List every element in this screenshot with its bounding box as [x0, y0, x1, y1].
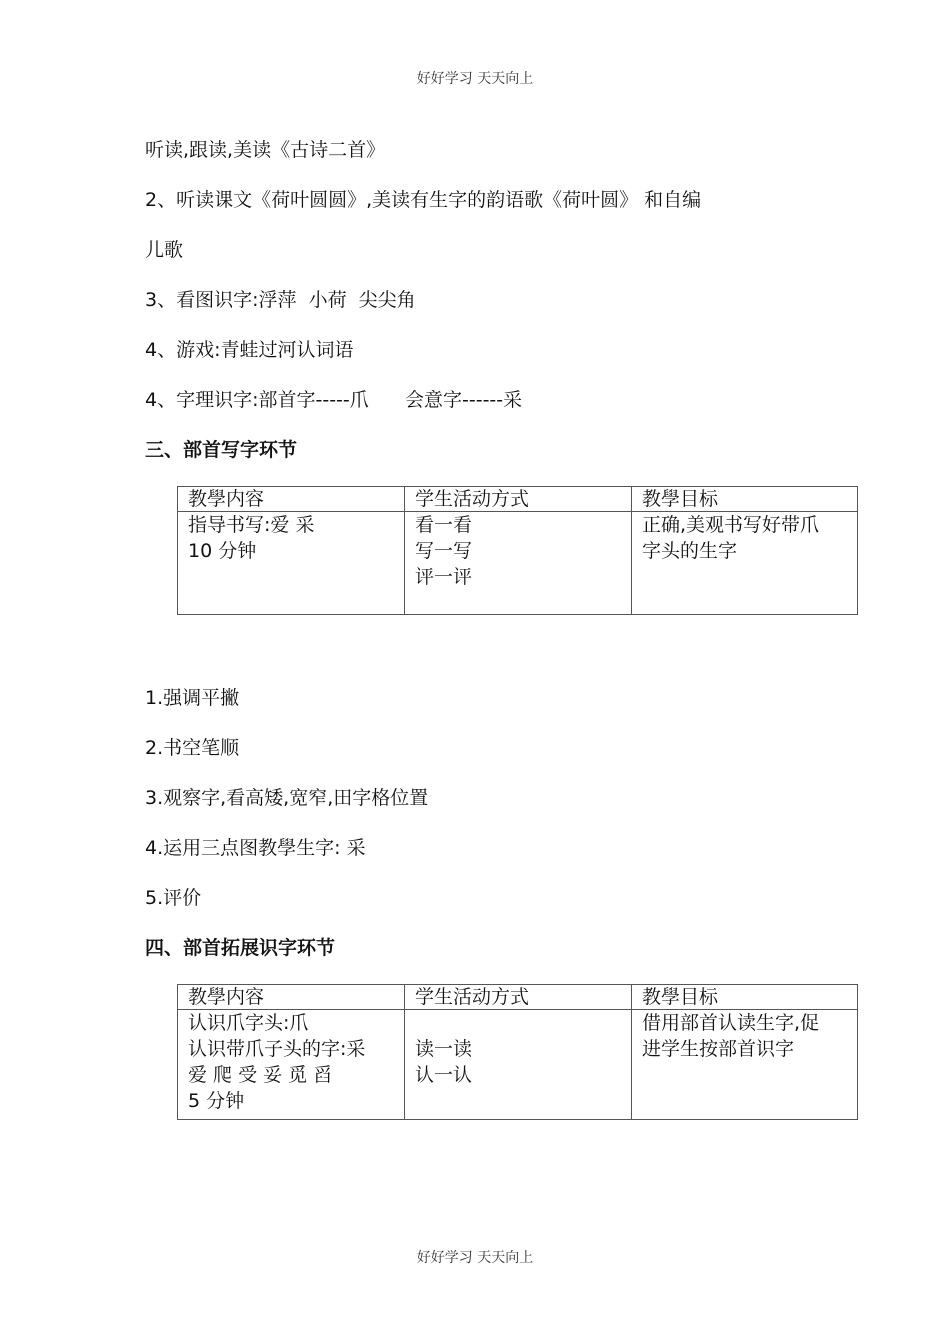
text-line: 2、听读课文《荷叶圆圆》,美读有生字的韵语歌《荷叶圆》 和自编: [145, 189, 702, 211]
table-cell-activity: [405, 1010, 632, 1120]
cell-line: 10 分钟: [188, 540, 257, 562]
text-line: 4、游戏:青蛙过河认词语: [145, 339, 354, 361]
cell-line: 认一认: [415, 1064, 473, 1086]
cell-line: 评一评: [415, 566, 473, 588]
text-line: 3、看图识字:浮萍 小荷 尖尖角: [145, 289, 416, 311]
table-row: [178, 1010, 858, 1120]
cell-line: 看一看: [415, 514, 473, 536]
writing-section-table: [177, 486, 858, 615]
cell-line: 指导书写:爱 采: [188, 514, 315, 536]
page-header: 好好学习 天天向上: [416, 71, 534, 87]
table-row: [178, 512, 858, 615]
cell-line: 认识带爪子头的字:采: [188, 1038, 366, 1060]
text-line: 3.观察字,看高矮,宽窄,田字格位置: [145, 787, 429, 809]
text-line: 2.书空笔顺: [145, 737, 240, 759]
table-cell-activity: [405, 512, 632, 615]
table-header-cell: 教學内容: [178, 985, 405, 1010]
cell-line: 5 分钟: [188, 1090, 245, 1112]
text-line: 4、字理识字:部首字-----爪 会意字------采: [145, 389, 523, 411]
table-header-cell: 学生活动方式: [405, 985, 632, 1010]
table-header-cell: 教學目标: [632, 487, 858, 512]
table-header-cell: 教學目标: [632, 985, 858, 1010]
table-cell-content: [178, 1010, 405, 1120]
cell-line: 认识爪字头:爪: [188, 1012, 309, 1034]
cell-line: 爱 爬 受 妥 觅 舀: [188, 1064, 333, 1086]
cell-line: 字头的生字: [642, 540, 738, 562]
section-heading: 四、部首拓展识字环节: [145, 937, 336, 959]
table-cell-goal: [632, 512, 858, 615]
radical-section-table: [177, 984, 858, 1120]
table-cell-content: [178, 512, 405, 615]
text-line: 1.强调平撇: [145, 687, 240, 709]
section-heading: 三、部首写字环节: [145, 439, 298, 461]
cell-line: 正确,美观书写好带爪: [642, 514, 820, 536]
text-line: 儿歌: [145, 239, 184, 261]
cell-line: 写一写: [415, 540, 473, 562]
cell-line: 借用部首认读生字,促: [642, 1012, 820, 1034]
table-header-cell: 教學内容: [178, 487, 405, 512]
cell-line: 读一读: [415, 1038, 473, 1060]
text-line: 听读,跟读,美读《古诗二首》: [145, 139, 386, 161]
table-header-row: [178, 985, 858, 1010]
text-line: 5.评价: [145, 887, 202, 909]
table-header-cell: 学生活动方式: [405, 487, 632, 512]
page-footer: 好好学习 天天向上: [416, 1250, 534, 1266]
cell-line: 进学生按部首识字: [642, 1038, 795, 1060]
table-cell-goal: [632, 1010, 858, 1120]
table-header-row: [178, 487, 858, 512]
text-line: 4.运用三点图教學生字: 采: [145, 837, 366, 859]
